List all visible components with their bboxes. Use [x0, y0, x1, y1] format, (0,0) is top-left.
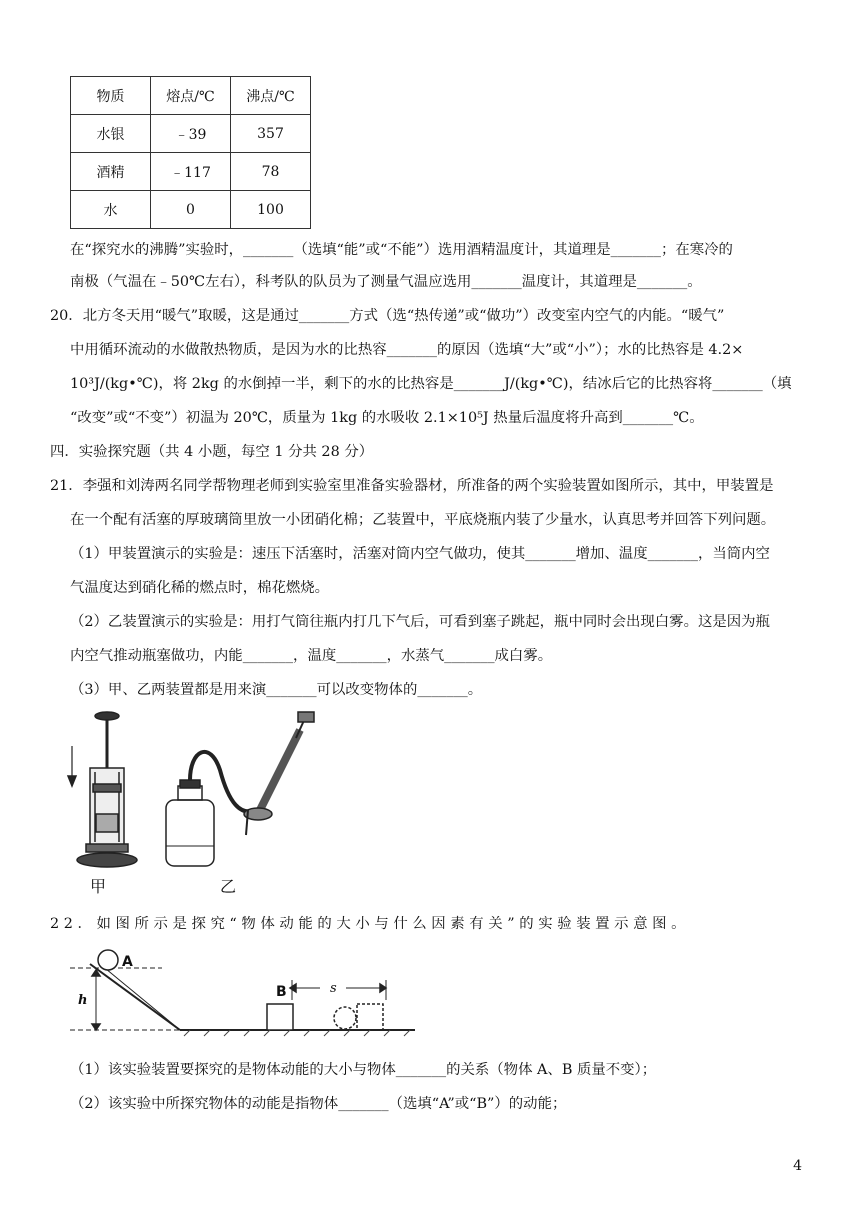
page-number: 4: [793, 1158, 802, 1174]
table-cell: 357: [231, 115, 311, 153]
melting-boiling-table: [70, 76, 311, 229]
figure-label-jia: 甲: [90, 877, 107, 896]
text-line: 内空气推动瓶塞做功，内能_______，温度_______，水蒸气_______成白雾。: [70, 648, 553, 664]
table-row: [71, 115, 311, 153]
section-heading: 四．实验探究题（共 4 小题，每空 1 分共 28 分）: [50, 444, 374, 460]
question-20-line: 20．北方冬天用“暖气”取暖，这是通过_______方式（选“热传递”或“做功”）改变室内空气的内能。“暖气”: [50, 308, 725, 324]
text-line: （1）该实验装置要探究的是物体动能的大小与物体_______的关系（物体 A、B 质量不变）；: [70, 1062, 657, 1078]
table-cell: ﹣39: [151, 115, 231, 153]
kinetic-energy-figure: [70, 944, 420, 1038]
table-header-cell: 沸点/℃: [231, 77, 311, 115]
piston-cylinder-apparatus: [68, 712, 137, 867]
text-line: 气温度达到硝化稀的燃点时，棉花燃烧。: [70, 580, 330, 596]
question-21-line: 21．李强和刘涛两名同学帮物理老师到实验室里准备实验器材，所准备的两个实验装置如图所示，其中，甲装置是: [50, 478, 774, 494]
text-line: （3）甲、乙两装置都是用来演_______可以改变物体的_______。: [70, 682, 483, 698]
experiment-21-figure: [60, 710, 320, 900]
text-line: （2）乙装置演示的实验是：用打气筒往瓶内打几下气后，可看到塞子跳起，瓶中同时会出现白雾。这是因为瓶: [70, 614, 770, 630]
text-line: 在一个配有活塞的厚玻璃筒里放一小团硝化棉；乙装置中，平底烧瓶内装了少量水，认真思考并回答下列问题。: [70, 512, 776, 528]
table-header-cell: 熔点/℃: [151, 77, 231, 115]
table-cell: 78: [231, 153, 311, 191]
table-cell: 0: [151, 191, 231, 229]
label-a: A: [122, 954, 133, 970]
text-line: 10³J/(kg•℃)，将 2kg 的水倒掉一半，剩下的水的比热容是_______J/(kg•℃)，结冰后它的比热容将_______（填: [70, 376, 792, 392]
table-header-row: [71, 77, 311, 115]
table-cell: 水银: [71, 115, 151, 153]
text-line: （1）甲装置演示的实验是：速压下活塞时，活塞对筒内空气做功，使其_______增加、温度_______，当筒内空: [70, 546, 770, 562]
table-cell: 100: [231, 191, 311, 229]
label-h: h: [78, 993, 88, 1008]
question-22-line: 22．如图所示是探究“物体动能的大小与什么因素有关”的实验装置示意图。: [50, 916, 691, 932]
text-line: 中用循环流动的水做散热物质，是因为水的比热容_______的原因（选填“大”或“小”）；水的比热容是 4.2×: [70, 342, 744, 358]
table-cell: 水: [71, 191, 151, 229]
figure-label-yi: 乙: [220, 877, 237, 896]
text-line: “改变”或“不变”）初温为 20℃，质量为 1kg 的水吸收 2.1×10⁵J 热量后温度将升高到_______℃。: [70, 410, 704, 426]
table-cell: ﹣117: [151, 153, 231, 191]
label-s: s: [330, 981, 337, 996]
table-cell: 酒精: [71, 153, 151, 191]
label-b: B: [276, 984, 287, 1000]
table-header-cell: 物质: [71, 77, 151, 115]
table-row: [71, 191, 311, 229]
table-row: [71, 153, 311, 191]
flask-and-pump-apparatus: [166, 712, 314, 866]
text-line: 在“探究水的沸腾”实验时，_______（选填“能”或“不能”）选用酒精温度计，其道理是_______；在寒冷的: [70, 242, 733, 258]
text-line: （2）该实验中所探究物体的动能是指物体_______（选填“A”或“B”）的动能；: [70, 1096, 567, 1112]
text-line: 南极（气温在﹣50℃左右），科考队的队员为了测量气温应选用_______温度计，其道理是_______。: [70, 274, 702, 290]
